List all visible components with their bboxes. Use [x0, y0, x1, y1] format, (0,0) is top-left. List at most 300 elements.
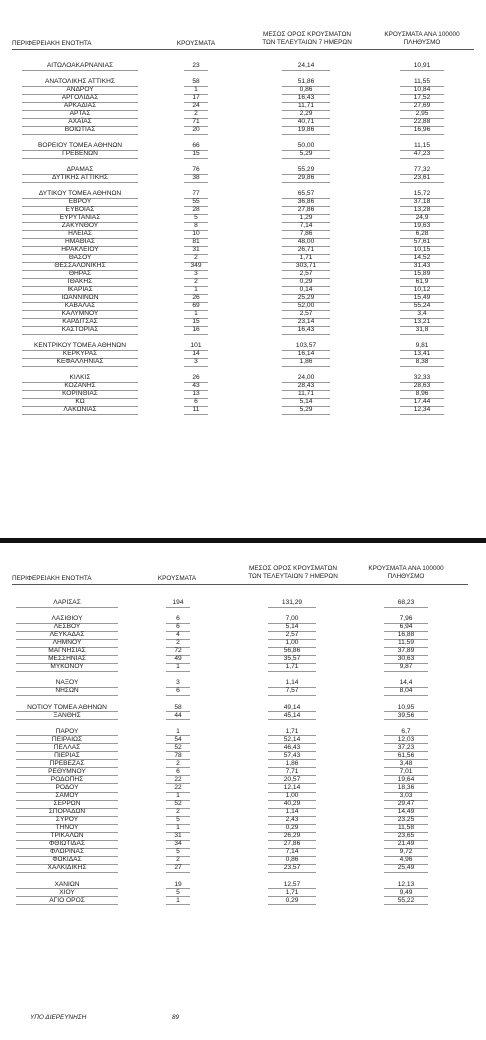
bottom-table-panel	[0, 543, 486, 1040]
table-row	[0, 198, 486, 206]
table-row	[0, 760, 486, 768]
table-row	[0, 824, 486, 832]
seven-day-average-cell: 7,14	[299, 222, 313, 229]
cases-cell: 2	[176, 639, 180, 647]
seven-day-average-cell: 1,71	[285, 663, 299, 671]
table-row	[0, 62, 486, 70]
cases-per-100k-cell: 77,32	[413, 166, 431, 173]
seven-day-average-cell: 19,86	[297, 126, 315, 133]
cases-per-100k-cell: 55,24	[413, 302, 431, 309]
cell-underline	[22, 334, 138, 335]
table-row	[0, 110, 486, 118]
cases-per-100k-cell: 15,89	[413, 270, 431, 277]
cell-underline	[184, 366, 208, 367]
cases-per-100k-cell: 13,41	[413, 350, 431, 357]
cases-cell: 31	[192, 246, 200, 253]
table-row	[0, 294, 486, 302]
table-row	[0, 310, 486, 318]
table-row	[0, 687, 486, 695]
cases-cell: 15	[192, 150, 200, 157]
table-row	[0, 848, 486, 856]
table-row	[0, 679, 486, 687]
cases-cell: 22	[174, 775, 182, 783]
region-name-cell: ΘΗΡΑΣ	[68, 270, 92, 277]
cases-per-100k-cell: 3,48	[399, 759, 413, 767]
header-avg-line2: ΤΩΝ ΤΕΛΕΥΤΑΙΩΝ 7 ΗΜΕΡΩΝ	[262, 39, 352, 46]
region-name-cell: ΚΕΡΚΥΡΑΣ	[62, 350, 98, 357]
table-row	[0, 342, 486, 350]
table-row	[0, 663, 486, 671]
header-rule	[12, 49, 474, 50]
cell-underline	[184, 158, 208, 159]
cases-cell: 3	[194, 270, 198, 277]
cases-cell: 19	[174, 880, 182, 888]
region-name-cell: ΚΕΦΑΛΛΗΝΙΑΣ	[56, 358, 104, 365]
header-rule	[12, 584, 468, 585]
cases-cell: 2	[194, 254, 198, 261]
cell-underline	[268, 872, 316, 873]
cases-per-100k-cell: 68,23	[397, 599, 415, 606]
seven-day-average-cell: 12,14	[283, 783, 301, 791]
cases-per-100k-cell: 16,96	[413, 126, 431, 133]
region-name-cell: ΙΘΑΚΗΣ	[67, 278, 93, 285]
cases-per-100k-cell: 4,96	[399, 856, 413, 864]
table-row	[0, 864, 486, 872]
header-region: ΠΕΡΙΦΕΡΕΙΑΚΗ ΕΝΟΤΗΤΑ	[12, 40, 92, 47]
region-name-cell: ΚΟΡΙΝΘΙΑΣ	[62, 390, 98, 397]
seven-day-average-cell: 52,00	[297, 302, 315, 309]
cases-cell: 49	[174, 655, 182, 663]
seven-day-average-cell: 5,29	[299, 406, 313, 413]
cases-cell: 2	[194, 110, 198, 117]
cases-cell: 6	[194, 398, 198, 405]
cell-underline	[16, 719, 118, 720]
seven-day-average-cell: 0,14	[299, 286, 313, 293]
cases-cell: 1	[194, 86, 198, 93]
seven-day-average-cell: 1,71	[299, 254, 313, 261]
region-name-cell: ΑΡΚΑΔΙΑΣ	[63, 102, 97, 109]
cases-per-100k-cell: 61,9	[415, 278, 429, 285]
seven-day-average-cell: 28,43	[297, 382, 315, 389]
region-name-cell: ΛΑΡΙΣΑΣ	[53, 599, 81, 606]
table-row	[0, 318, 486, 326]
cases-cell: 58	[192, 78, 200, 85]
seven-day-average-cell: 2,29	[299, 110, 313, 117]
cases-per-100k-cell: 11,59	[397, 639, 414, 647]
cases-cell: 3	[176, 679, 180, 687]
cases-cell: 5	[176, 816, 180, 824]
cell-underline	[400, 366, 444, 367]
cell-underline	[282, 334, 330, 335]
cases-per-100k-cell: 7,01	[399, 767, 413, 775]
cell-underline	[384, 719, 428, 720]
region-name-cell: ΚΑΡΔΙΤΣΑΣ	[62, 318, 98, 325]
table-row	[0, 897, 486, 905]
cell-underline	[22, 366, 138, 367]
cases-per-100k-cell: 37,18	[413, 198, 431, 205]
region-name-cell: ΑΡΓΟΛΙΔΑΣ	[61, 94, 99, 101]
cell-underline	[16, 607, 118, 608]
cases-cell: 349	[190, 262, 202, 269]
cases-cell: 1	[176, 792, 180, 799]
cases-cell: 20	[192, 126, 200, 133]
table-row	[0, 736, 486, 744]
cell-underline	[282, 70, 330, 71]
cases-per-100k-cell: 6,28	[415, 230, 429, 237]
table-row	[0, 230, 486, 238]
cases-cell: 2	[194, 278, 198, 285]
cases-per-100k-cell: 13,21	[413, 318, 431, 325]
table-row	[0, 278, 486, 286]
cell-underline	[166, 607, 190, 608]
cases-cell: 2	[176, 808, 180, 816]
table-row	[0, 166, 486, 174]
seven-day-average-cell: 24,14	[297, 62, 315, 69]
region-name-cell: ΣΥΡΟΥ	[55, 816, 79, 824]
cases-cell: 6	[176, 687, 180, 695]
table-row	[0, 86, 486, 94]
region-name-cell: ΠΙΕΡΙΑΣ	[54, 751, 80, 759]
cases-per-100k-cell: 21,49	[397, 840, 415, 848]
cases-cell: 10	[192, 230, 200, 237]
region-name-cell: ΞΑΝΘΗΣ	[53, 711, 81, 719]
cases-cell: 2	[176, 856, 180, 864]
header-avg-line1: ΜΕΣΟΣ ΟΡΟΣ ΚΡΟΥΣΜΑΤΩΝ	[249, 565, 337, 572]
cases-per-100k-cell: 17,44	[413, 398, 431, 405]
cases-per-100k-cell: 57,61	[413, 238, 431, 245]
cases-cell: 5	[176, 888, 180, 896]
seven-day-average-cell: 5,14	[285, 623, 299, 631]
cell-underline	[268, 904, 316, 905]
table-row	[0, 358, 486, 366]
cases-cell: 2	[176, 759, 180, 767]
seven-day-average-cell: 1,00	[285, 792, 299, 799]
cases-cell: 52	[174, 743, 182, 751]
region-name-cell: ΖΑΚΥΝΘΟΥ	[61, 222, 99, 229]
seven-day-average-cell: 26,29	[283, 832, 301, 840]
region-name-cell: ΙΩΑΝΝΙΝΩΝ	[61, 294, 99, 301]
cases-cell: 5	[194, 214, 198, 221]
region-name-cell: ΝΟΤΙΟΥ ΤΟΜΕΑ ΑΘΗΝΩΝ	[27, 703, 107, 711]
table-row	[0, 406, 486, 414]
table-row	[0, 238, 486, 246]
region-name-cell: ΡΟΔΟΥ	[55, 783, 79, 791]
cell-underline	[282, 414, 330, 415]
cases-cell: 1	[194, 286, 198, 293]
table-row	[0, 126, 486, 134]
cell-underline	[282, 182, 330, 183]
seven-day-average-cell: 40,29	[283, 800, 301, 808]
cases-cell: 28	[192, 206, 200, 213]
cell-underline	[166, 695, 190, 696]
cases-per-100k-cell: 37,23	[397, 743, 415, 751]
seven-day-average-cell: 35,57	[283, 655, 301, 663]
table-row	[0, 262, 486, 270]
table-row	[0, 712, 486, 720]
seven-day-average-cell: 16,43	[297, 326, 315, 333]
seven-day-average-cell: 1,14	[285, 679, 299, 687]
cases-per-100k-cell: 9,81	[415, 342, 429, 349]
region-name-cell: ΑΧΑΪΑΣ	[68, 118, 92, 125]
region-name-cell: ΛΑΚΩΝΙΑΣ	[63, 406, 97, 413]
seven-day-average-cell: 29,86	[297, 174, 315, 181]
cases-per-100k-cell: 17,52	[413, 94, 431, 101]
cell-underline	[184, 70, 208, 71]
table-row	[0, 816, 486, 824]
seven-day-average-cell: 51,86	[297, 78, 315, 85]
cell-underline	[282, 158, 330, 159]
region-name-cell: ΡΕΘΥΜΝΟΥ	[48, 767, 86, 775]
seven-day-average-cell: 2,57	[285, 631, 299, 639]
table-row	[0, 302, 486, 310]
seven-day-average-cell: 23,57	[283, 864, 301, 872]
table-row	[0, 728, 486, 736]
cases-per-100k-cell: 47,23	[413, 150, 431, 157]
table-row	[0, 78, 486, 86]
region-name-cell: ΘΑΣΟΥ	[68, 254, 92, 261]
table-row	[0, 647, 486, 655]
cases-per-100k-cell: 10,12	[413, 286, 431, 293]
cases-per-100k-cell: 3,03	[399, 792, 413, 799]
cases-per-100k-cell: 6,94	[399, 623, 413, 631]
seven-day-average-cell: 303,71	[295, 262, 317, 269]
table-row	[0, 350, 486, 358]
cases-per-100k-cell: 10,84	[413, 86, 431, 93]
cases-cell: 6	[176, 615, 180, 623]
cases-cell: 1	[176, 896, 180, 904]
seven-day-average-cell: 0,86	[285, 856, 299, 864]
table-row	[0, 800, 486, 808]
cases-cell: 69	[192, 302, 200, 309]
region-name-cell: ΧΑΛΚΙΔΙΚΗΣ	[47, 864, 87, 872]
region-name-cell: ΑΙΤΩΛΟΑΚΑΡΝΑΝΙΑΣ	[46, 62, 114, 69]
region-name-cell: ΜΑΓΝΗΣΙΑΣ	[48, 647, 86, 655]
cases-per-100k-cell: 27,69	[413, 102, 431, 109]
seven-day-average-cell: 24,00	[297, 374, 315, 381]
cell-underline	[268, 671, 316, 672]
table-row	[0, 704, 486, 712]
region-name-cell: ΒΟΙΩΤΙΑΣ	[64, 126, 96, 133]
table-row	[0, 631, 486, 639]
region-name-cell: ΣΑΜΟΥ	[55, 792, 79, 799]
cases-cell: 8	[194, 222, 198, 229]
seven-day-average-cell: 52,14	[283, 735, 301, 743]
table-row	[0, 856, 486, 864]
cell-underline	[166, 872, 190, 873]
cases-per-100k-cell: 14,52	[413, 254, 431, 261]
cases-cell: 5	[176, 848, 180, 856]
cell-underline	[384, 607, 428, 608]
seven-day-average-cell: 1,71	[285, 727, 299, 735]
cases-cell: 31	[174, 832, 182, 840]
seven-day-average-cell: 49,14	[283, 703, 301, 711]
cases-cell: 3	[194, 358, 198, 365]
cases-cell: 11	[192, 406, 200, 413]
region-name-cell: ΔΥΤΙΚΗΣ ΑΤΤΙΚΗΣ	[52, 174, 108, 181]
cases-per-100k-cell: 3,4	[417, 310, 427, 317]
table-row	[0, 382, 486, 390]
cases-per-100k-cell: 23,65	[397, 832, 415, 840]
region-name-cell: ΛΑΣΙΘΙΟΥ	[51, 615, 83, 623]
cases-cell: 54	[174, 735, 182, 743]
seven-day-average-cell: 46,43	[283, 743, 301, 751]
region-name-cell: ΧΙΟΥ	[59, 888, 75, 896]
header-cases: ΚΡΟΥΣΜΑΤΑ	[157, 575, 197, 582]
cell-underline	[166, 671, 190, 672]
region-name-cell: ΣΕΡΡΩΝ	[53, 800, 81, 808]
region-name-cell: ΦΛΩΡΙΝΑΣ	[49, 848, 85, 856]
region-name-cell: ΠΕΛΛΑΣ	[53, 743, 81, 751]
table-row	[0, 398, 486, 406]
cell-underline	[384, 872, 428, 873]
table-row	[0, 889, 486, 897]
cell-underline	[22, 414, 138, 415]
cases-per-100k-cell: 28,63	[413, 382, 431, 389]
cases-cell: 6	[176, 623, 180, 631]
seven-day-average-cell: 0,29	[285, 824, 299, 832]
region-name-cell: ΛΕΥΚΑΔΑΣ	[49, 631, 85, 639]
cases-cell: 44	[174, 711, 182, 719]
region-name-cell: ΚΑΒΑΛΑΣ	[64, 302, 96, 309]
cases-cell: 77	[192, 190, 200, 197]
seven-day-average-cell: 36,86	[297, 198, 315, 205]
cases-per-100k-cell: 12,13	[397, 880, 415, 888]
cases-per-100k-cell: 9,49	[399, 888, 413, 896]
seven-day-average-cell: 1,14	[285, 808, 299, 816]
cell-underline	[22, 70, 138, 71]
cell-underline	[184, 334, 208, 335]
seven-day-average-cell: 2,57	[299, 270, 313, 277]
table-row	[0, 832, 486, 840]
table-row	[0, 190, 486, 198]
cases-cell: 24	[192, 102, 200, 109]
header-per-line1: ΚΡΟΥΣΜΑΤΑ ΑΝΑ 100000	[368, 565, 444, 572]
seven-day-average-cell: 2,43	[285, 816, 299, 824]
cases-per-100k-cell: 8,38	[415, 358, 429, 365]
table-row	[0, 840, 486, 848]
seven-day-average-cell: 23,14	[297, 318, 315, 325]
cell-underline	[400, 182, 444, 183]
region-name-cell: ΧΑΝΙΩΝ	[54, 880, 80, 888]
cases-cell: 1	[176, 663, 180, 671]
region-name-cell: ΗΡΑΚΛΕΙΟΥ	[61, 246, 99, 253]
cases-per-100k-cell: 8,96	[415, 390, 429, 397]
seven-day-average-cell: 0,29	[299, 278, 313, 285]
cases-cell: 72	[174, 647, 182, 655]
cell-underline	[166, 904, 190, 905]
cell-underline	[166, 719, 190, 720]
cases-per-100k-cell: 23,25	[397, 816, 415, 824]
seven-day-average-cell: 25,29	[297, 294, 315, 301]
cases-per-100k-cell: 23,61	[413, 174, 431, 181]
cases-cell: 17	[192, 94, 200, 101]
cell-underline	[184, 182, 208, 183]
cases-per-100k-cell: 14,49	[397, 808, 415, 816]
cases-per-100k-cell: 8,04	[399, 687, 413, 695]
seven-day-average-cell: 1,29	[299, 214, 313, 221]
cases-per-100k-cell: 37,89	[397, 647, 415, 655]
region-name-cell: ΗΛΕΙΑΣ	[68, 230, 92, 237]
seven-day-average-cell: 27,86	[297, 206, 315, 213]
cases-cell: 1	[176, 727, 180, 735]
cases-per-100k-cell: 25,49	[397, 864, 415, 872]
table-row	[0, 623, 486, 631]
cell-underline	[16, 671, 118, 672]
region-name-cell: ΑΝΔΡΟΥ	[66, 86, 94, 93]
region-name-cell: ΦΘΙΩΤΙΔΑΣ	[49, 840, 85, 848]
seven-day-average-cell: 48,00	[297, 238, 315, 245]
cases-cell: 27	[174, 864, 182, 872]
cell-underline	[16, 904, 118, 905]
seven-day-average-cell: 7,00	[285, 615, 299, 623]
table-row	[0, 615, 486, 623]
seven-day-average-cell: 20,57	[283, 775, 301, 783]
cases-cell: 1	[194, 310, 198, 317]
table-row	[0, 142, 486, 150]
table-row	[0, 808, 486, 816]
region-name-cell: ΓΡΕΒΕΝΩΝ	[62, 150, 98, 157]
cases-cell: 14	[192, 350, 200, 357]
seven-day-average-cell: 1,86	[285, 759, 299, 767]
seven-day-average-cell: 26,71	[297, 246, 315, 253]
cell-underline	[268, 607, 316, 608]
seven-day-average-cell: 16,43	[297, 94, 315, 101]
cases-per-100k-cell: 6,7	[401, 727, 411, 735]
cell-underline	[268, 695, 316, 696]
cases-cell: 58	[174, 703, 182, 711]
table-row	[0, 326, 486, 334]
cases-per-100k-cell: 12,03	[397, 735, 415, 743]
cases-cell: 26	[192, 374, 200, 381]
cases-cell: 6	[176, 767, 180, 775]
seven-day-average-cell: 0,86	[299, 86, 313, 93]
cell-underline	[384, 695, 428, 696]
cases-cell: 55	[192, 198, 200, 205]
cases-per-100k-cell: 16,88	[397, 631, 415, 639]
cases-cell: 76	[192, 166, 200, 173]
table-row	[0, 752, 486, 760]
region-name-cell: ΔΥΤΙΚΟΥ ΤΟΜΕΑ ΑΘΗΝΩΝ	[38, 190, 122, 197]
cases-per-100k-cell: 11,58	[397, 824, 414, 832]
seven-day-average-cell: 27,86	[283, 840, 301, 848]
seven-day-average-cell: 56,86	[283, 647, 301, 655]
seven-day-average-cell: 40,71	[297, 118, 315, 125]
cases-per-100k-cell: 10,95	[397, 703, 415, 711]
cell-underline	[400, 134, 444, 135]
cell-underline	[22, 158, 138, 159]
region-name-cell: ΚΕΝΤΡΙΚΟΥ ΤΟΜΕΑ ΑΘΗΝΩΝ	[34, 342, 126, 349]
table-row	[0, 246, 486, 254]
region-name-cell: ΑΓΙΟ ΟΡΟΣ	[49, 896, 85, 904]
table-row	[0, 118, 486, 126]
region-name-cell: ΚΑΣΤΟΡΙΑΣ	[61, 326, 99, 333]
region-name-cell: ΡΟΔΟΠΗΣ	[50, 775, 84, 783]
seven-day-average-cell: 1,00	[285, 639, 299, 647]
region-name-cell: ΚΙΛΚΙΣ	[69, 374, 91, 381]
cell-underline	[400, 334, 444, 335]
table-row	[0, 784, 486, 792]
cases-per-100k-cell: 10,15	[413, 246, 431, 253]
cell-underline	[384, 671, 428, 672]
table-row	[0, 390, 486, 398]
seven-day-average-cell: 7,86	[299, 230, 313, 237]
cases-cell: 71	[192, 118, 200, 125]
cell-underline	[400, 158, 444, 159]
region-name-cell: ΕΥΡΥΤΑΝΙΑΣ	[59, 214, 101, 221]
cases-per-100k-cell: 14,4	[399, 679, 413, 687]
cell-underline	[184, 134, 208, 135]
cases-per-100k-cell: 9,72	[399, 848, 413, 856]
